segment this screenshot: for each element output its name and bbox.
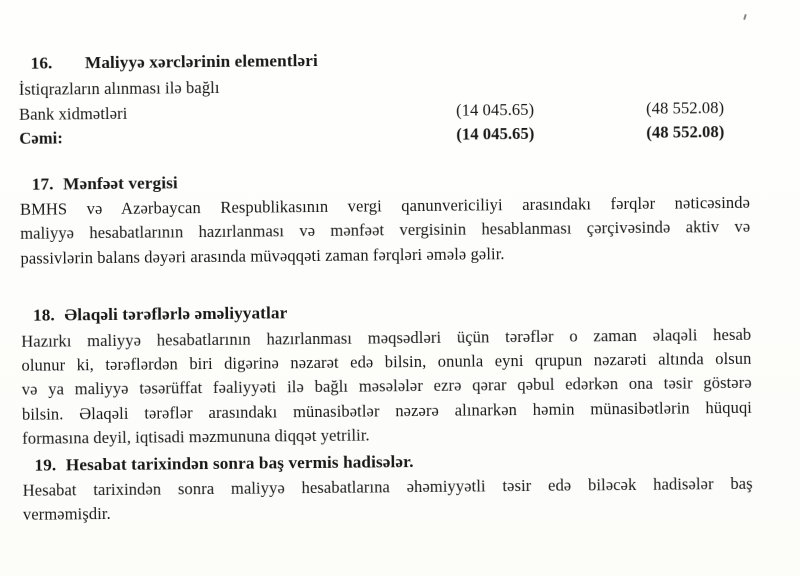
section-finance-costs bbox=[18, 45, 749, 152]
text-line: bilsin. Əlaqəli tərəflər arasındakı münasibətlər nəzərə alınarkən həmin münasibətlərin hüquqi bbox=[21, 397, 753, 424]
section-subsequent-events bbox=[22, 446, 753, 527]
section-19-number: 19. bbox=[34, 454, 57, 475]
row-amount-col1: (14 045.65) bbox=[455, 99, 535, 120]
section-16-number: 16. bbox=[30, 53, 53, 73]
section-related-parties bbox=[21, 297, 752, 451]
text-line: verməmişdir. bbox=[22, 504, 111, 525]
text-line: olunur ki, tərəflərdən biri digərinə nəzarət edə bilsin, onunla eyni qrupun nəzarəti altında olsun bbox=[21, 348, 752, 375]
text-line: passivlərin balans dəyəri arasında müvəqqəti zaman fərqləri əmələ gəlir. bbox=[20, 243, 505, 268]
row-amount-col2: (48 552.08) bbox=[646, 122, 725, 142]
finance-costs-table bbox=[19, 71, 750, 151]
section-18-title: Əlaqəli tərəflərlə əməliyyatlar bbox=[64, 303, 288, 325]
section-17-title: Mənfəət vergisi bbox=[63, 172, 178, 193]
text-line: maliyyə hesabatlarının hazırlanması və mənfəət vergisinin hesablanması çərçivəsində aktiv və bbox=[20, 217, 751, 244]
section-19-title: Hesabat tarixindən sonra baş vermis hadisələr. bbox=[65, 451, 414, 474]
text-line: və ya maliyyə təsərüffat fəaliyyəti ilə bağlı məsələlər ezrə qərar qəbul edərkən ona təsir göstərə bbox=[21, 373, 752, 400]
text-line: Hesabat tarixindən sonra maliyyə hesabatlarına əhəmiyyətli təsir edə biləcək hadisələr baş bbox=[22, 473, 753, 500]
row-amount-col1: (14 045.65) bbox=[456, 124, 535, 144]
section-19-paragraph bbox=[23, 472, 753, 528]
text-line: BMHS və Azərbaycan Respublikasının vergi qanunvericiliyi arasındakı fərqlər nəticəsində bbox=[19, 192, 751, 219]
row-label: Bank xidmətləri bbox=[19, 103, 128, 124]
section-17-number: 17. bbox=[31, 174, 54, 194]
text-line: formasına deyil, iqtisadi məzmununa diqqət yetrilir. bbox=[22, 425, 370, 448]
row-amount-col2: (48 552.08) bbox=[645, 97, 725, 118]
section-18-number: 18. bbox=[32, 305, 55, 325]
section-16-title: Maliyyə xərclərinin elementləri bbox=[84, 50, 318, 73]
section-17-paragraph bbox=[20, 191, 751, 271]
row-label: İstiqrazların alınması ilə bağlı bbox=[18, 78, 220, 100]
section-profit-tax bbox=[20, 165, 751, 271]
row-label: Cəmi: bbox=[19, 128, 63, 149]
text-line: Hazırkı maliyyə hesabatlarının hazırlanması məqsədləri üçün tərəflər o zaman əlaqəli hesab bbox=[21, 324, 752, 351]
section-18-paragraph bbox=[21, 322, 752, 451]
